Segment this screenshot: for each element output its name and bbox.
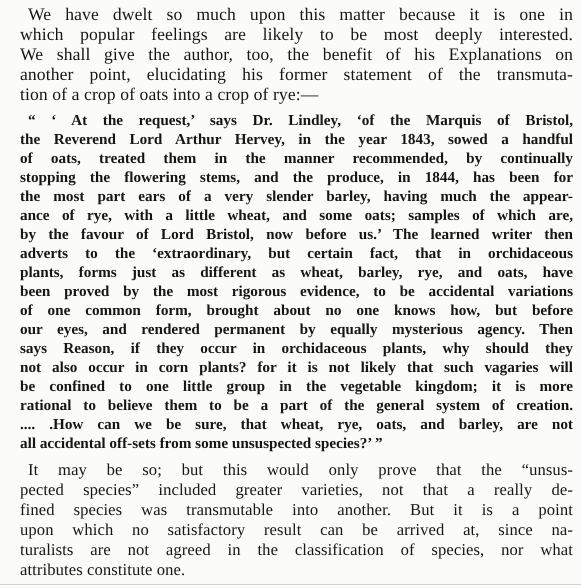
text-line: attributes constitute one. [20, 560, 186, 579]
text-line: pected species” included greater varieties, not that a really de- [20, 480, 573, 499]
text-line: another point, elucidating his former statement of the transmuta- [20, 64, 573, 84]
text-line: stopping the flowering stems, and the produce, in 1844, has been for [20, 169, 573, 186]
text-line: not also occur in corn plants? for it is not likely that such vagaries will [20, 359, 573, 376]
text-line: rational to believe them to be a part of the general system of creation. [20, 397, 573, 414]
text-line: adverts to the ‘extraordinary, but certain fact, that in orchidaceous [20, 245, 573, 262]
text-line: We shall give the author, too, the benefit of his Explanations on [20, 44, 573, 64]
text-line: of one common form, brought about no one knows how, but before [20, 302, 573, 319]
text-line: .... .How can we be sure, that wheat, rye, oats, and barley, are not [20, 416, 573, 433]
text-line: of oats, treated them in the manner recommended, by continually [20, 150, 573, 167]
text-line: been proved by the most rigorous evidence, to be accidental variations [20, 283, 573, 300]
text-line: all accidental off-sets from some unsuspected species?’ ” [20, 435, 383, 452]
text-line: ance of rye, with a little wheat, and some oats; samples of which are, [20, 207, 573, 224]
text-line: We have dwelt so much upon this matter because it is one in [28, 4, 573, 24]
text-line: plants, forms just as different as wheat, barley, rye, and oats, have [20, 264, 573, 281]
text-line: upon which no satisfactory result can be arrived at, since na- [20, 520, 573, 539]
text-line: which popular feelings are likely to be most deeply interested. [20, 24, 573, 44]
text-line: the most part ears of a very slender barley, having much the appear- [20, 188, 573, 205]
text-line: our eyes, and rendered permanent by equally mysterious agency. Then [20, 321, 573, 338]
text-line: tion of a crop of oats into a crop of rye:— [20, 84, 319, 104]
text-line: It may be so; but this would only prove that the “unsus- [28, 460, 573, 479]
page-edge [0, 582, 581, 588]
text-line: by the favour of Lord Bristol, now before us.’ The learned writer then [20, 226, 573, 243]
text-line: the Reverend Lord Arthur Hervey, in the year 1843, sowed a handful [20, 131, 573, 148]
text-line: fined species was transmutable into another. But it is a point [20, 500, 573, 519]
text-line: “ ‘ At the request,’ says Dr. Lindley, ‘of the Marquis of Bristol, [28, 112, 573, 129]
text-line: says Reason, if they occur in orchidaceous plants, why should they [20, 340, 573, 357]
text-line: turalists are not agreed in the classification of species, nor what [20, 540, 573, 559]
text-line: be confined to one little group in the vegetable kingdom; it is more [20, 378, 573, 395]
